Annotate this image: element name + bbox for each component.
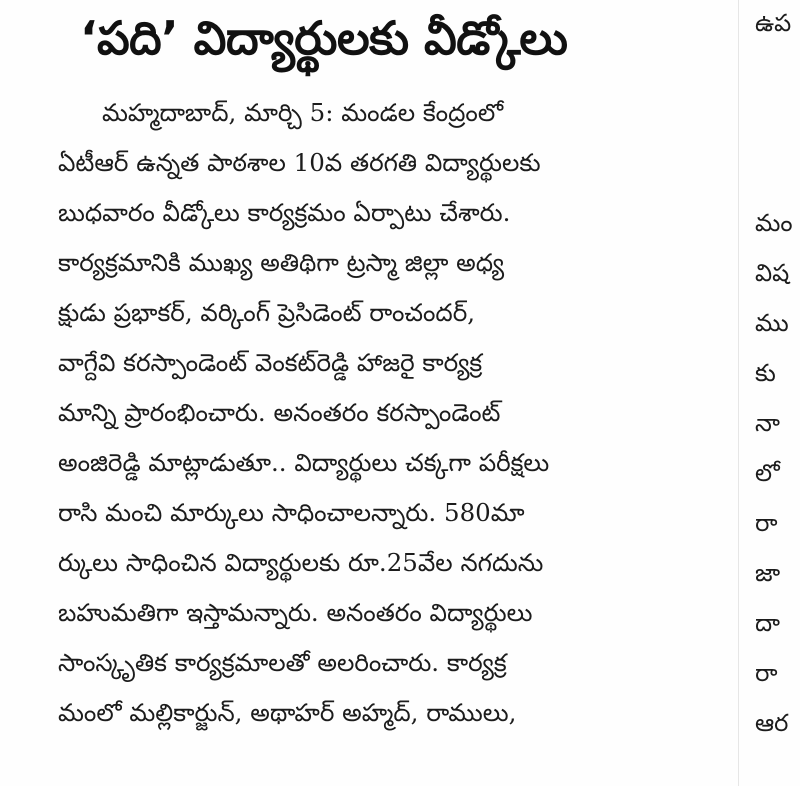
adjacent-text-fragment: లో (755, 459, 780, 487)
article-line: మాన్ని ప్రారంభించారు. అనంతరం కరస్పాండెంట్ (58, 398, 501, 427)
article-line: అంజిరెడ్డి మాట్లాడుతూ.. విద్యార్థులు చక్కగా పరీక్షలు (58, 448, 550, 477)
adjacent-text-fragment: ఆర (755, 709, 789, 737)
adjacent-text-fragment: రా (755, 659, 778, 687)
article-line: మహ్మదాబాద్, మార్చి 5: మండల కేంద్రంలో (102, 98, 504, 127)
adjacent-text-fragment: ము (755, 309, 789, 337)
article-line: మంలో మల్లికార్జున్, అథాహర్ అహ్మద్, రాములు, (58, 698, 517, 727)
article-line: వాగ్దేవి కరస్పాండెంట్ వెంకట్‌రెడ్డి హాజరై కార్యక్ర (58, 348, 483, 377)
article-line: క్షుడు ప్రభాకర్, వర్కింగ్ ప్రెసిడెంట్ రాంచందర్, (58, 298, 476, 327)
adjacent-text-fragment: కు (755, 359, 776, 387)
adjacent-text-fragment: నా (755, 409, 780, 437)
adjacent-article-column (755, 0, 800, 786)
adjacent-text-fragment: రా (755, 509, 778, 537)
adjacent-text-fragment: జా (755, 559, 781, 587)
adjacent-text-fragment: దా (755, 609, 780, 637)
article-line: సాంస్కృతిక కార్యక్రమాలతో అలరించారు. కార్యక్ర (58, 648, 507, 677)
column-divider (738, 0, 739, 786)
article-body (58, 88, 726, 738)
adjacent-text-fragment: మం (755, 209, 793, 237)
article-line: బుధవారం వీడ్కోలు కార్యక్రమం ఏర్పాటు చేశారు. (58, 198, 511, 227)
adjacent-text-fragment: ఉప (755, 9, 792, 37)
article-headline: ‘పది’ విద్యార్థులకు వీడ్కోలు (80, 11, 568, 65)
adjacent-text-fragment: విష (755, 259, 790, 287)
article-line: బహుమతిగా ఇస్తామన్నారు. అనంతరం విద్యార్థులు (58, 598, 533, 627)
article-line: కార్యక్రమానికి ముఖ్య అతిథిగా ట్రస్మా జిల్లా అధ్య (58, 248, 505, 277)
article-line: రాసి మంచి మార్కులు సాధించాలన్నారు. 580మా (58, 498, 525, 527)
article-line: ఏటీఆర్ ఉన్నత పాఠశాల 10వ తరగతి విద్యార్థులకు (58, 148, 541, 177)
article-line: ర్కులు సాధించిన విద్యార్థులకు రూ.25వేల నగదును (58, 548, 544, 577)
